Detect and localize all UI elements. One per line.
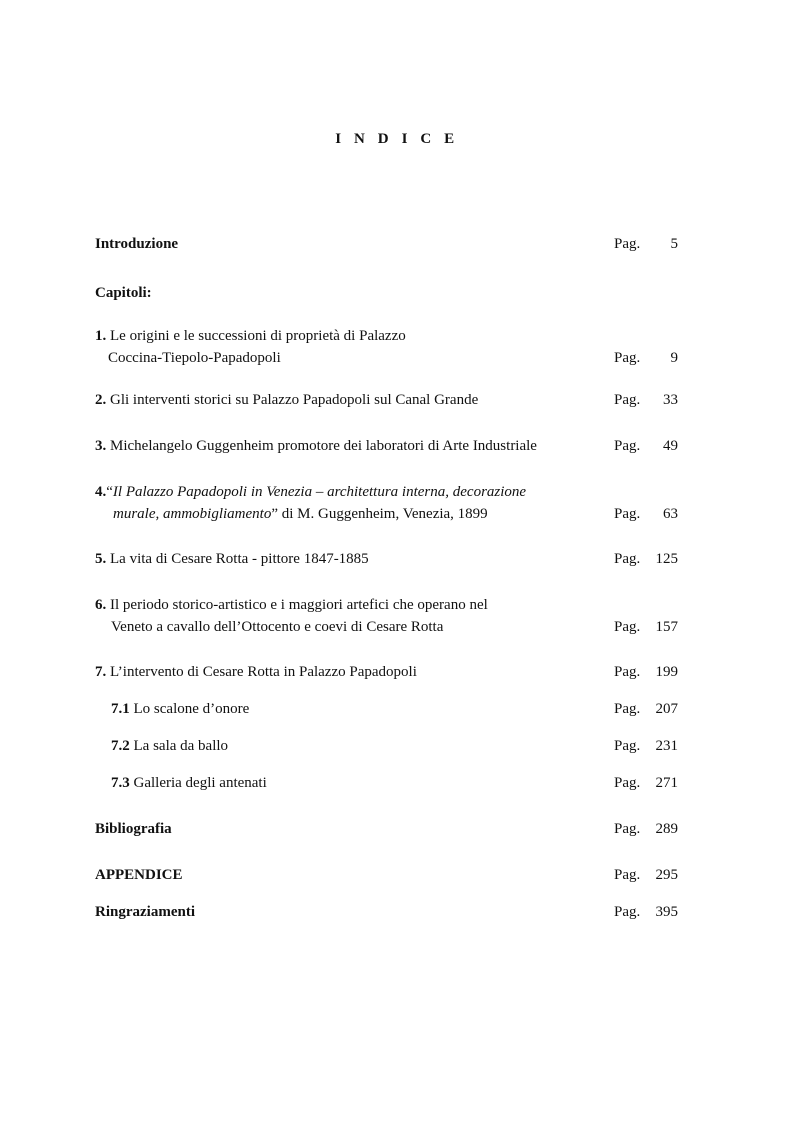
toc-entry-ringraziamenti: [95, 901, 678, 923]
chapter-number: 4.: [95, 484, 107, 500]
page-number: 207: [655, 701, 678, 717]
toc-entry-section-7-1: [95, 698, 678, 720]
page-number: 289: [655, 821, 678, 837]
page-number: 295: [655, 867, 678, 883]
pag-label: Pag.: [614, 236, 641, 252]
page-number: 63: [663, 506, 678, 522]
page-number: 5: [670, 236, 678, 252]
pag-label: Pag.: [614, 506, 641, 522]
section-title: La sala da ballo: [133, 738, 229, 754]
chapter-title-line-2: Veneto a cavallo dell’Ottocento e coevi di Cesare Rotta: [111, 619, 444, 635]
toc-entry-chapter-2: [95, 389, 678, 411]
page-number: 271: [655, 775, 678, 791]
chapter-title-line-1: Il periodo storico-artistico e i maggiori artefici che operano nel: [110, 597, 488, 613]
toc-entry-section-7-3: [95, 772, 678, 794]
chapter-title-line-1: Le origini e le successioni di proprietà di Palazzo: [110, 328, 406, 344]
chapter-title-line-2-rest: ” di M. Guggenheim, Venezia, 1899: [271, 506, 488, 522]
index-title: I N D I C E: [335, 131, 459, 147]
open-quote: “: [106, 484, 113, 500]
page-number: 33: [663, 392, 678, 408]
page-number: 199: [655, 664, 678, 680]
entry-label: Introduzione: [95, 236, 179, 252]
page-number: 231: [655, 738, 678, 754]
section-title: Galleria degli antenati: [133, 775, 267, 791]
chapter-title: L’intervento di Cesare Rotta in Palazzo Papadopoli: [110, 664, 417, 680]
toc-entry-introduzione: [95, 233, 678, 255]
pag-label: Pag.: [614, 738, 641, 754]
toc-entry-section-7-2: [95, 735, 678, 757]
section-label: Capitoli:: [95, 285, 152, 301]
chapter-title-line-1: Il Palazzo Papadopoli in Venezia – architettura interna, decorazione: [112, 484, 527, 500]
chapter-number: 5.: [95, 551, 107, 567]
section-number: 7.2: [111, 738, 130, 754]
chapter-number: 1.: [95, 328, 107, 344]
pag-label: Pag.: [614, 392, 641, 408]
chapter-number: 2.: [95, 392, 107, 408]
section-number: 7.1: [111, 701, 130, 717]
toc-section-capitoli: [95, 282, 678, 304]
section-title: Lo scalone d’onore: [133, 701, 250, 717]
pag-label: Pag.: [614, 775, 641, 791]
entry-label: Bibliografia: [95, 821, 172, 837]
chapter-number: 7.: [95, 664, 107, 680]
chapter-title: La vita di Cesare Rotta - pittore 1847-1885: [110, 551, 369, 567]
chapter-title: Gli interventi storici su Palazzo Papadopoli sul Canal Grande: [110, 392, 479, 408]
toc-entry-chapter-6: [95, 594, 678, 638]
chapter-title: Michelangelo Guggenheim promotore dei laboratori di Arte Industriale: [110, 438, 537, 454]
pag-label: Pag.: [614, 821, 641, 837]
pag-label: Pag.: [614, 438, 641, 454]
page-number: 125: [655, 551, 678, 567]
toc-entry-chapter-4: [95, 481, 678, 525]
pag-label: Pag.: [614, 701, 641, 717]
page-number: 157: [655, 619, 678, 635]
toc-entry-bibliografia: [95, 818, 678, 840]
toc-entry-chapter-7: [95, 661, 678, 683]
pag-label: Pag.: [614, 904, 641, 920]
pag-label: Pag.: [614, 619, 641, 635]
toc-entry-appendice: [95, 864, 678, 886]
section-number: 7.3: [111, 775, 130, 791]
pag-label: Pag.: [614, 350, 641, 366]
chapter-number: 6.: [95, 597, 107, 613]
pag-label: Pag.: [614, 551, 641, 567]
page-number: 395: [655, 904, 678, 920]
pag-label: Pag.: [614, 867, 641, 883]
chapter-title-line-2: murale, ammobigliamento: [113, 506, 272, 522]
entry-label: Ringraziamenti: [95, 904, 195, 920]
entry-label: APPENDICE: [95, 867, 183, 883]
chapter-title-line-2: Coccina-Tiepolo-Papadopoli: [108, 350, 281, 366]
toc-entry-chapter-1: [95, 325, 678, 369]
page-number: 9: [670, 350, 678, 366]
page-number: 49: [663, 438, 678, 454]
chapter-number: 3.: [95, 438, 107, 454]
toc-entry-chapter-5: [95, 548, 678, 570]
toc-entry-chapter-3: [95, 435, 678, 457]
pag-label: Pag.: [614, 664, 641, 680]
